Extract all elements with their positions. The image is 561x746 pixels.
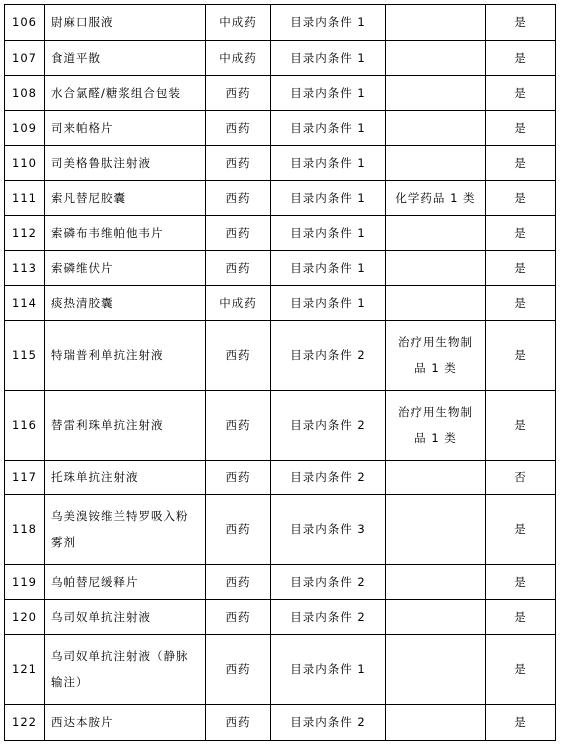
cell-drug-name: 痰热清胶囊 bbox=[45, 286, 206, 321]
cell-flag: 是 bbox=[486, 635, 556, 705]
cell-note bbox=[386, 216, 486, 251]
table-row bbox=[5, 461, 556, 495]
cell-drug-type: 西药 bbox=[206, 111, 271, 146]
table-row bbox=[5, 495, 556, 565]
cell-number: 120 bbox=[5, 600, 45, 635]
table-body bbox=[5, 5, 556, 741]
table-row bbox=[5, 41, 556, 76]
cell-condition: 目录内条件 1 bbox=[271, 286, 386, 321]
cell-flag: 是 bbox=[486, 705, 556, 741]
cell-flag: 是 bbox=[486, 216, 556, 251]
cell-note bbox=[386, 76, 486, 111]
cell-drug-name: 托珠单抗注射液 bbox=[45, 461, 206, 495]
cell-number: 111 bbox=[5, 181, 45, 216]
cell-flag: 是 bbox=[486, 321, 556, 391]
cell-flag: 是 bbox=[486, 181, 556, 216]
cell-condition: 目录内条件 2 bbox=[271, 321, 386, 391]
cell-drug-type: 西药 bbox=[206, 600, 271, 635]
cell-drug-name: 水合氯醛/糖浆组合包装 bbox=[45, 76, 206, 111]
cell-number: 121 bbox=[5, 635, 45, 705]
cell-drug-type: 西药 bbox=[206, 495, 271, 565]
table-row bbox=[5, 705, 556, 741]
cell-drug-name: 索磷维伏片 bbox=[45, 251, 206, 286]
table-row bbox=[5, 635, 556, 705]
cell-number: 106 bbox=[5, 5, 45, 41]
cell-drug-type: 西药 bbox=[206, 321, 271, 391]
cell-flag: 是 bbox=[486, 146, 556, 181]
cell-flag: 是 bbox=[486, 391, 556, 461]
cell-number: 119 bbox=[5, 565, 45, 600]
cell-note bbox=[386, 41, 486, 76]
cell-condition: 目录内条件 1 bbox=[271, 181, 386, 216]
cell-drug-name: 尉麻口服液 bbox=[45, 5, 206, 41]
table-row bbox=[5, 600, 556, 635]
cell-note: 治疗用生物制品 1 类 bbox=[386, 321, 486, 391]
cell-drug-name: 食道平散 bbox=[45, 41, 206, 76]
cell-drug-type: 西药 bbox=[206, 251, 271, 286]
cell-condition: 目录内条件 1 bbox=[271, 635, 386, 705]
cell-note bbox=[386, 146, 486, 181]
cell-condition: 目录内条件 3 bbox=[271, 495, 386, 565]
cell-condition: 目录内条件 1 bbox=[271, 41, 386, 76]
cell-number: 112 bbox=[5, 216, 45, 251]
cell-flag: 是 bbox=[486, 495, 556, 565]
cell-condition: 目录内条件 1 bbox=[271, 251, 386, 286]
cell-note: 治疗用生物制品 1 类 bbox=[386, 391, 486, 461]
cell-number: 118 bbox=[5, 495, 45, 565]
table-row bbox=[5, 5, 556, 41]
cell-drug-type: 西药 bbox=[206, 705, 271, 741]
cell-number: 116 bbox=[5, 391, 45, 461]
cell-flag: 是 bbox=[486, 251, 556, 286]
cell-drug-name: 乌司奴单抗注射液 bbox=[45, 600, 206, 635]
table-row bbox=[5, 111, 556, 146]
cell-drug-type: 中成药 bbox=[206, 286, 271, 321]
cell-drug-name: 司来帕格片 bbox=[45, 111, 206, 146]
cell-drug-name: 特瑞普利单抗注射液 bbox=[45, 321, 206, 391]
table-row bbox=[5, 181, 556, 216]
cell-note bbox=[386, 286, 486, 321]
cell-flag: 是 bbox=[486, 41, 556, 76]
cell-condition: 目录内条件 1 bbox=[271, 216, 386, 251]
cell-drug-name: 司美格鲁肽注射液 bbox=[45, 146, 206, 181]
cell-drug-type: 西药 bbox=[206, 181, 271, 216]
cell-drug-type: 中成药 bbox=[206, 41, 271, 76]
cell-note bbox=[386, 565, 486, 600]
table-row bbox=[5, 286, 556, 321]
cell-condition: 目录内条件 2 bbox=[271, 391, 386, 461]
cell-condition: 目录内条件 1 bbox=[271, 5, 386, 41]
cell-number: 115 bbox=[5, 321, 45, 391]
cell-drug-name: 索磷布韦维帕他韦片 bbox=[45, 216, 206, 251]
table-row bbox=[5, 216, 556, 251]
cell-drug-type: 西药 bbox=[206, 391, 271, 461]
cell-condition: 目录内条件 1 bbox=[271, 146, 386, 181]
cell-flag: 是 bbox=[486, 286, 556, 321]
table-row bbox=[5, 76, 556, 111]
table-row bbox=[5, 565, 556, 600]
cell-drug-name: 索凡替尼胶囊 bbox=[45, 181, 206, 216]
cell-drug-type: 西药 bbox=[206, 565, 271, 600]
cell-condition: 目录内条件 1 bbox=[271, 111, 386, 146]
cell-number: 117 bbox=[5, 461, 45, 495]
cell-drug-type: 西药 bbox=[206, 216, 271, 251]
cell-drug-name: 乌美溴铵维兰特罗吸入粉雾剂 bbox=[45, 495, 206, 565]
cell-number: 109 bbox=[5, 111, 45, 146]
cell-note bbox=[386, 111, 486, 146]
cell-flag: 否 bbox=[486, 461, 556, 495]
cell-note bbox=[386, 635, 486, 705]
cell-number: 110 bbox=[5, 146, 45, 181]
cell-note bbox=[386, 495, 486, 565]
cell-drug-name: 乌帕替尼缓释片 bbox=[45, 565, 206, 600]
cell-note: 化学药品 1 类 bbox=[386, 181, 486, 216]
cell-flag: 是 bbox=[486, 565, 556, 600]
cell-drug-type: 中成药 bbox=[206, 5, 271, 41]
drug-list-table bbox=[4, 4, 556, 741]
cell-flag: 是 bbox=[486, 5, 556, 41]
table-row bbox=[5, 321, 556, 391]
cell-condition: 目录内条件 2 bbox=[271, 565, 386, 600]
cell-drug-type: 西药 bbox=[206, 461, 271, 495]
cell-drug-type: 西药 bbox=[206, 635, 271, 705]
cell-flag: 是 bbox=[486, 76, 556, 111]
cell-drug-type: 西药 bbox=[206, 146, 271, 181]
cell-condition: 目录内条件 2 bbox=[271, 705, 386, 741]
cell-note bbox=[386, 461, 486, 495]
cell-note bbox=[386, 5, 486, 41]
cell-number: 108 bbox=[5, 76, 45, 111]
table-row bbox=[5, 391, 556, 461]
cell-drug-name: 乌司奴单抗注射液（静脉输注） bbox=[45, 635, 206, 705]
cell-condition: 目录内条件 2 bbox=[271, 600, 386, 635]
cell-condition: 目录内条件 2 bbox=[271, 461, 386, 495]
cell-note bbox=[386, 705, 486, 741]
cell-flag: 是 bbox=[486, 111, 556, 146]
cell-drug-name: 替雷利珠单抗注射液 bbox=[45, 391, 206, 461]
cell-condition: 目录内条件 1 bbox=[271, 76, 386, 111]
cell-note bbox=[386, 600, 486, 635]
cell-number: 113 bbox=[5, 251, 45, 286]
cell-drug-type: 西药 bbox=[206, 76, 271, 111]
cell-flag: 是 bbox=[486, 600, 556, 635]
cell-drug-name: 西达本胺片 bbox=[45, 705, 206, 741]
cell-number: 107 bbox=[5, 41, 45, 76]
table-row bbox=[5, 251, 556, 286]
cell-number: 114 bbox=[5, 286, 45, 321]
cell-number: 122 bbox=[5, 705, 45, 741]
table-row bbox=[5, 146, 556, 181]
cell-note bbox=[386, 251, 486, 286]
